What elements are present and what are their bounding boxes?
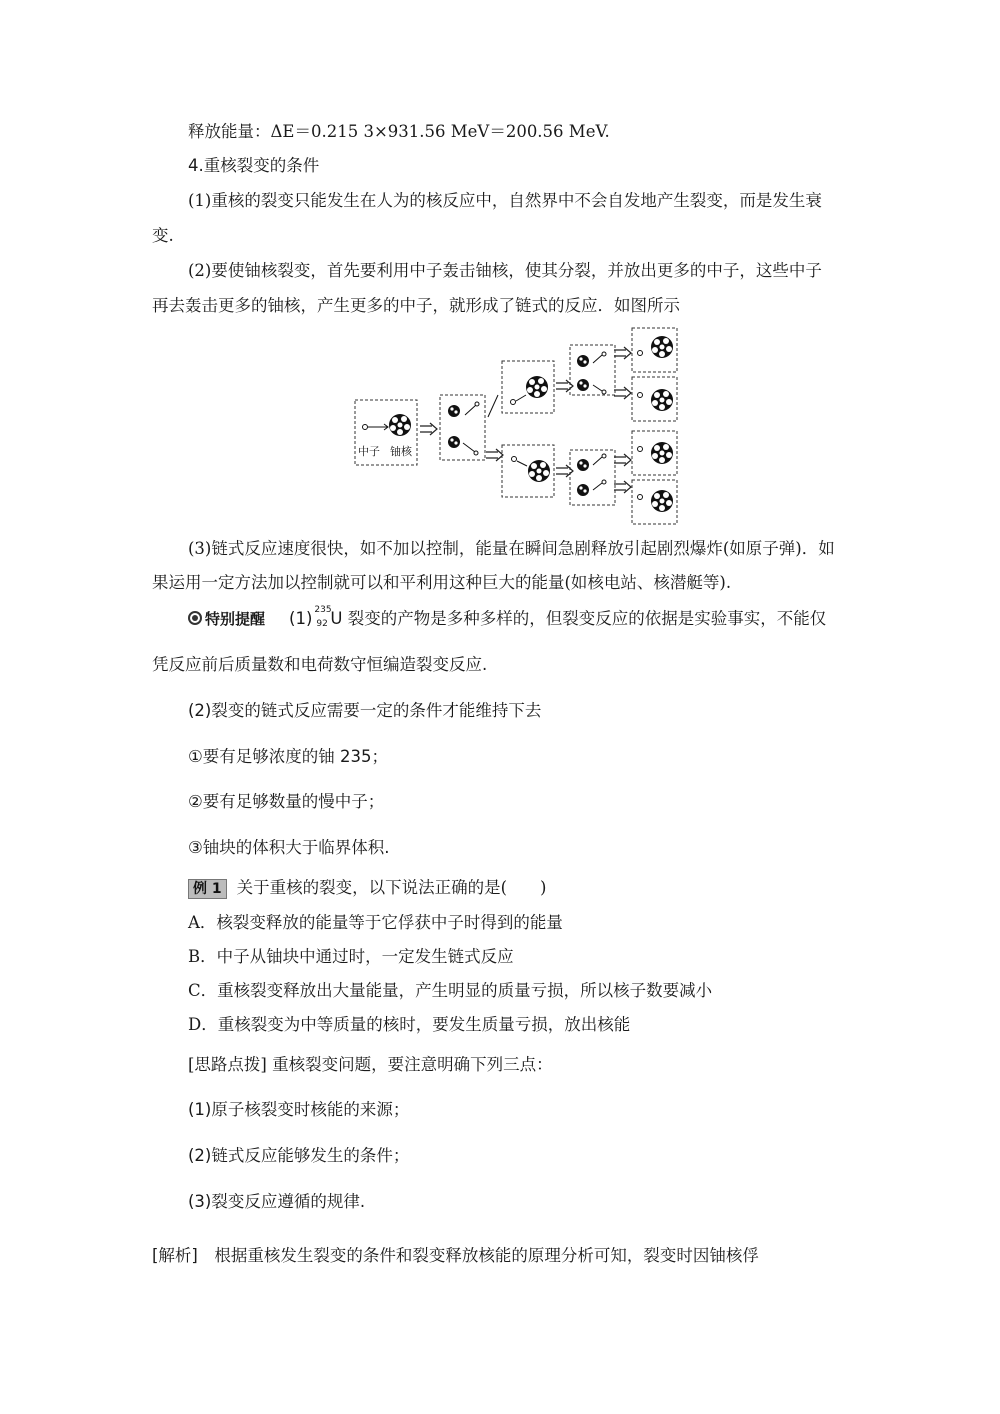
paragraph-1-line-2: 变. xyxy=(152,226,174,245)
reminder-text: 裂变的产物是多种多样的，但裂变反应的依据是实验事实，不能仅 xyxy=(342,609,827,628)
analysis-text: [解析] 根据重核发生裂变的条件和裂变释放核能的原理分析可知，裂变时因铀核俘 xyxy=(152,1246,759,1265)
option-a: A．核裂变释放的能量等于它俘获中子时得到的能量 xyxy=(188,913,563,932)
option-b: B．中子从铀块中通过时，一定发生链式反应 xyxy=(188,947,514,966)
question-text: 关于重核的裂变，以下说法正确的是( ) xyxy=(236,878,547,897)
condition-1: ①要有足够浓度的铀 235； xyxy=(188,747,389,766)
box-split-2-top xyxy=(570,345,615,395)
special-reminder-line-1 xyxy=(188,605,827,630)
hint-intro: [思路点拨] 重核裂变问题，要注意明确下列三点： xyxy=(188,1055,553,1074)
example-badge: 例 1 xyxy=(188,879,227,899)
paragraph-3-line-1: (3)链式反应速度很快，如不加以控制，能量在瞬间急剧释放引起剧烈爆炸(如原子弹)．如 xyxy=(188,539,835,558)
label-uranium: 铀核 xyxy=(390,445,412,458)
chain-reaction-diagram xyxy=(350,325,685,525)
reminder-prefix: (1) xyxy=(289,609,313,628)
section-4-title: 4.重核裂变的条件 xyxy=(188,156,320,175)
reminder-icon xyxy=(188,611,202,625)
neutron-icon xyxy=(363,425,368,430)
isotope-symbol: U xyxy=(330,609,343,628)
energy-release-line: 释放能量：ΔE＝0.215 3×931.56 MeV＝200.56 MeV. xyxy=(188,122,610,141)
uranium-nucleus-icon xyxy=(389,414,411,436)
paragraph-1-line-1: (1)重核的裂变只能发生在人为的核反应中，自然界中不会自发地产生裂变，而是发生衰 xyxy=(188,191,822,210)
paragraph-3-line-2: 果运用一定方法加以控制就可以和平利用这种巨大的能量(如核电站、核潜艇等). xyxy=(152,573,732,592)
condition-3: ③铀块的体积大于临界体积. xyxy=(188,838,390,857)
paragraph-2-line-1: (2)要使铀核裂变，首先要利用中子轰击铀核，使其分裂，并放出更多的中子，这些中子 xyxy=(188,261,822,280)
special-reminder-line-3: (2)裂变的链式反应需要一定的条件才能维持下去 xyxy=(188,701,542,720)
hint-point-3: (3)裂变反应遵循的规律. xyxy=(188,1192,366,1211)
isotope-notation: 235 92 xyxy=(314,605,332,629)
hint-point-1: (1)原子核裂变时核能的来源； xyxy=(188,1100,410,1119)
special-reminder-line-2: 凭反应前后质量数和电荷数守恒编造裂变反应. xyxy=(152,655,488,674)
example-question xyxy=(188,877,547,899)
reminder-title: 特别提醒 xyxy=(205,610,266,628)
label-neutron: 中子 xyxy=(358,445,380,458)
option-d: D．重核裂变为中等质量的核时，要发生质量亏损，放出核能 xyxy=(188,1015,631,1034)
box-split-2-bottom xyxy=(570,450,615,505)
condition-2: ②要有足够数量的慢中子； xyxy=(188,792,385,811)
paragraph-2-line-2: 再去轰击更多的铀核，产生更多的中子，就形成了链式的反应．如图所示 xyxy=(152,296,680,315)
hint-point-2: (2)链式反应能够发生的条件； xyxy=(188,1146,410,1165)
option-c: C．重核裂变释放出大量能量，产生明显的质量亏损，所以核子数要减小 xyxy=(188,981,713,1000)
